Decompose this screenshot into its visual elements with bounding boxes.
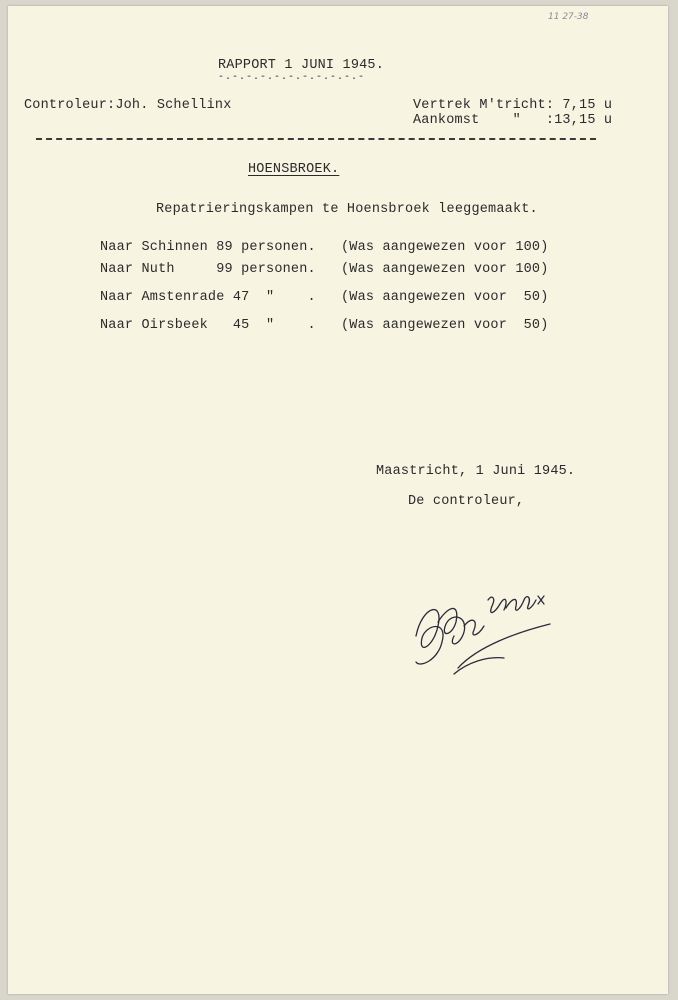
section-heading: HOENSBROEK. xyxy=(248,162,340,177)
section-intro: Repatrieringskampen te Hoensbroek leeggemaakt. xyxy=(156,202,538,217)
signatory-role: De controleur, xyxy=(408,494,525,509)
archive-reference: 11 27-38 xyxy=(548,12,589,22)
place-date: Maastricht, 1 Juni 1945. xyxy=(376,464,576,479)
row-left-4: Naar Oirsbeek 45 " . xyxy=(100,318,316,333)
report-title: RAPPORT 1 JUNI 1945. xyxy=(218,58,385,73)
departure-line: Vertrek M'tricht: 7,15 u xyxy=(413,98,613,113)
title-underline: -.-.-.-.-.-.-.-.-.-.- xyxy=(218,72,366,83)
document-page xyxy=(8,6,668,994)
row-left-3: Naar Amstenrade 47 " . xyxy=(100,290,316,305)
arrival-line: Aankomst " :13,15 u xyxy=(413,113,613,128)
row-right-2: (Was aangewezen voor 100) xyxy=(341,262,549,277)
row-left-2: Naar Nuth 99 personen. xyxy=(100,262,316,277)
controller-line: Controleur:Joh. Schellinx xyxy=(24,98,232,113)
handwritten-signature xyxy=(408,576,568,686)
row-right-1: (Was aangewezen voor 100) xyxy=(341,240,549,255)
row-left-1: Naar Schinnen 89 personen. xyxy=(100,240,316,255)
dashed-divider xyxy=(36,138,596,140)
row-right-4: (Was aangewezen voor 50) xyxy=(341,318,549,333)
row-right-3: (Was aangewezen voor 50) xyxy=(341,290,549,305)
